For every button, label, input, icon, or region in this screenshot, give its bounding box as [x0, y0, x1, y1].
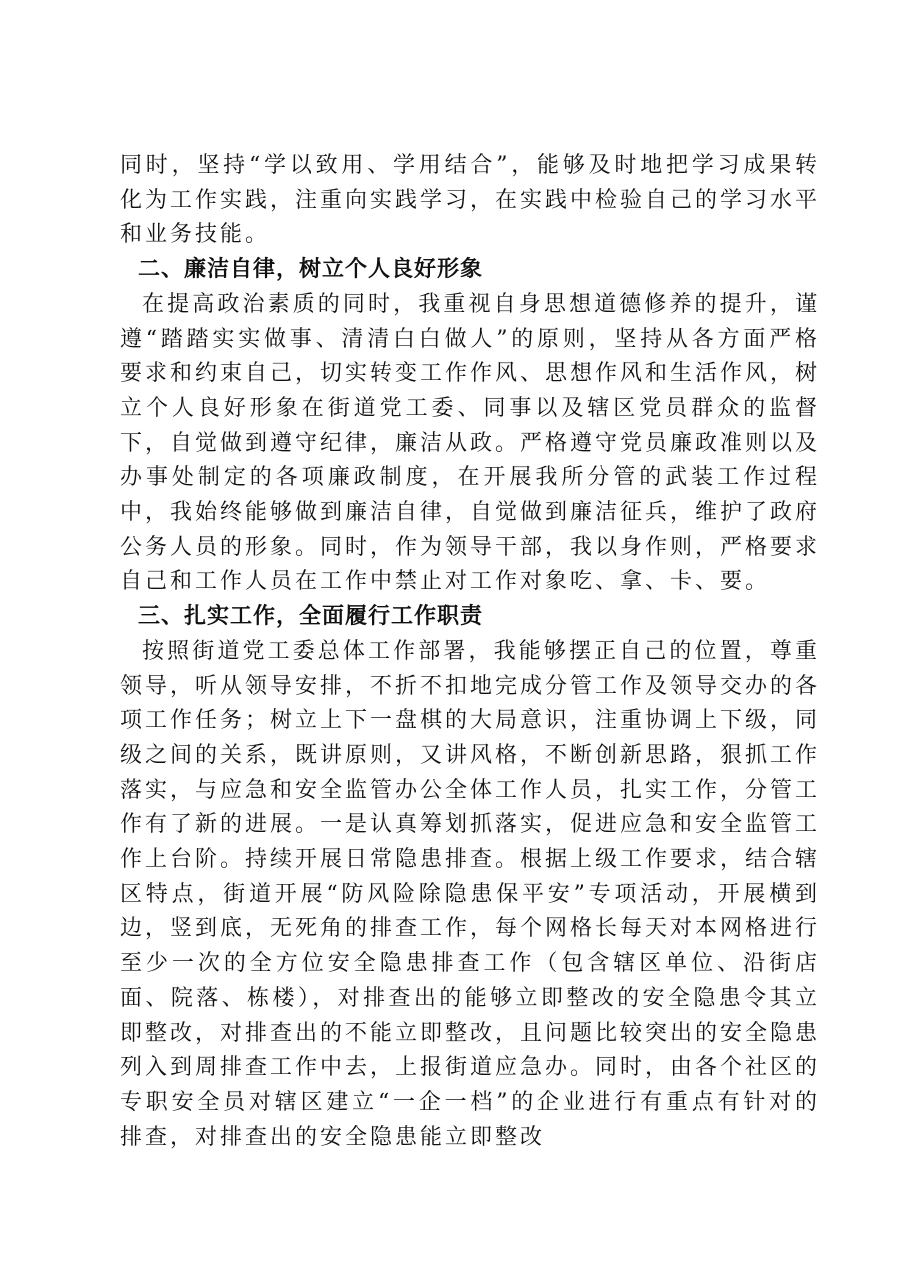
section-heading-duties: 三、扎实工作，全面履行工作职责	[138, 604, 484, 630]
paragraph-study-practice: 同时，坚持“学以致用、学用结合”，能够及时地把学习成果转化为工作实践，注重向实践学习，在实践中检验自己的学习水平和业务技能。	[120, 153, 821, 248]
document-body	[120, 149, 820, 1155]
section-heading-integrity: 二、廉洁自律，树立个人良好形象	[138, 257, 484, 283]
paragraph-integrity: 在提高政治素质的同时，我重视自身思想道德修养的提升，谨遵“踏踏实实做事、清清白白做人”的原则，坚持从各方面严格要求和约束自己，切实转变工作作风、思想作风和生活作风，树立个人良好形象在街道党工委、同事以及辖区党员群众的监督下，自觉做到遵守纪律，廉洁从政。严格遵守党员廉政准则以及办事处制定的各项廉政制度，在开展我所分管的武装工作过程中，我始终能够做到廉洁自律，自觉做到廉洁征兵，维护了政府公务人员的形象。同时，作为领导干部，我以身作则，严格要求自己和工作人员在工作中禁止对工作对象吃、拿、卡、要。	[120, 291, 821, 595]
paragraph-duties: 按照街道党工委总体工作部署，我能够摆正自己的位置，尊重领导，听从领导安排，不折不扣地完成分管工作及领导交办的各项工作任务；树立上下一盘棋的大局意识，注重协调上下级，同级之间的关系，既讲原则，又讲风格，不断创新思路，狠抓工作落实，与应急和安全监管办公全体工作人员，扎实工作，分管工作有了新的进展。一是认真筹划抓落实，促进应急和安全监管工作上台阶。持续开展日常隐患排查。根据上级工作要求，结合辖区特点，街道开展“防风险除隐患保平安”专项活动，开展横到边，竖到底，无死角的排查工作，每个网格长每天对本网格进行至少一次的全方位安全隐患排查工作（包含辖区单位、沿街店面、院落、栋楼），对排查出的能够立即整改的安全隐患令其立即整改，对排查出的不能立即整改，且问题比较突出的安全隐患列入到周排查工作中去，上报街道应急办。同时，由各个社区的专职安全员对辖区建立“一企一档”的企业进行有重点有针对的排查，对排查出的安全隐患能立即整改	[120, 638, 821, 1150]
